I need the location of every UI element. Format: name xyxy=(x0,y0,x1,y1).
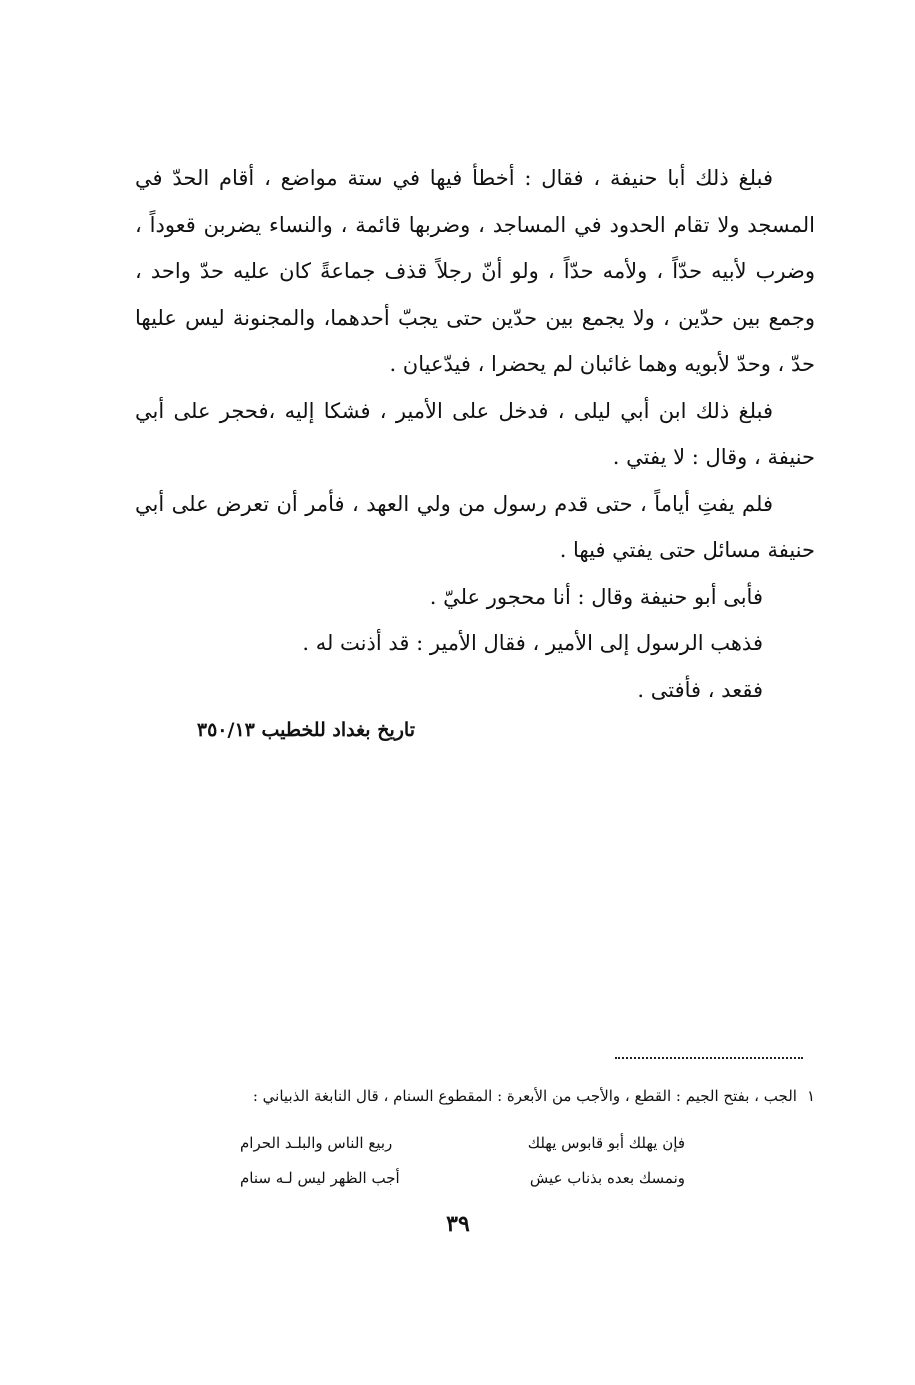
footnote-marker: ١ xyxy=(806,1087,815,1105)
footnote-text: الجب ، بفتح الجيم : القطع ، والأجب من الأبعرة : المقطوع السنام ، قال النابغة الذبياني : xyxy=(252,1087,797,1105)
line-refusal: فأبى أبو حنيفة وقال : أنا محجور عليّ . xyxy=(429,584,763,609)
line-permission: فذهب الرسول إلى الأمير ، فقال الأمير : قد أذنت له . xyxy=(302,631,763,655)
verse-2-first-hemistich: ونمسك بعده بذناب عيش xyxy=(529,1169,685,1187)
paragraph-3: فلم يفتِ أياماً ، حتى قدم رسول من ولي العهد ، فأمر أن تعرض على أبي حنيفة مسائل حتى يفتي فيها . xyxy=(135,491,815,562)
footnote-separator xyxy=(615,1057,803,1059)
main-text xyxy=(135,155,815,713)
verse-1-first-hemistich: فإن يهلك أبو قابوس يهلك xyxy=(527,1134,685,1152)
page-number: ٣٩ xyxy=(446,1211,470,1237)
source-citation: تاريخ بغداد للخطيب ٣٥٠/١٣ xyxy=(196,719,415,741)
verse-2-second-hemistich: أجب الظهر ليس لـه سنام xyxy=(240,1169,400,1187)
verse-line-1 xyxy=(240,1128,685,1158)
paragraph-2: فبلغ ذلك ابن أبي ليلى ، فدخل على الأمير ، فشكا إليه ،فحجر على أبي حنيفة ، وقال : لا يفتي . xyxy=(135,398,815,469)
line-sat-and-ruled: فقعد ، فأفتى . xyxy=(637,677,763,702)
verse-1-second-hemistich: ربيع الناس والبلـد الحرام xyxy=(240,1134,393,1152)
verse-line-2 xyxy=(240,1163,685,1193)
paragraph-1: فبلغ ذلك أبا حنيفة ، فقال : أخطأ فيها في ستة مواضع ، أقام الحدّ في المسجد ولا تقام الحدود في المساجد ، وضربها قائمة ، والنساء يضربن قعوداً ، وضرب لأبيه حدّاً ، ولأمه حدّاً ، ولو أنّ رجلاً قذف جماعةً كان عليه حدّ واحد ، وجمع بين حدّين ، ولا يجمع بين حدّين حتى يجبّ أحدهما، والمجنونة ليس عليها حدّ ، وحدّ لأبويه وهما غائبان لم يحضرا ، فيدّعيان . xyxy=(135,166,815,376)
footnote xyxy=(135,1080,815,1112)
